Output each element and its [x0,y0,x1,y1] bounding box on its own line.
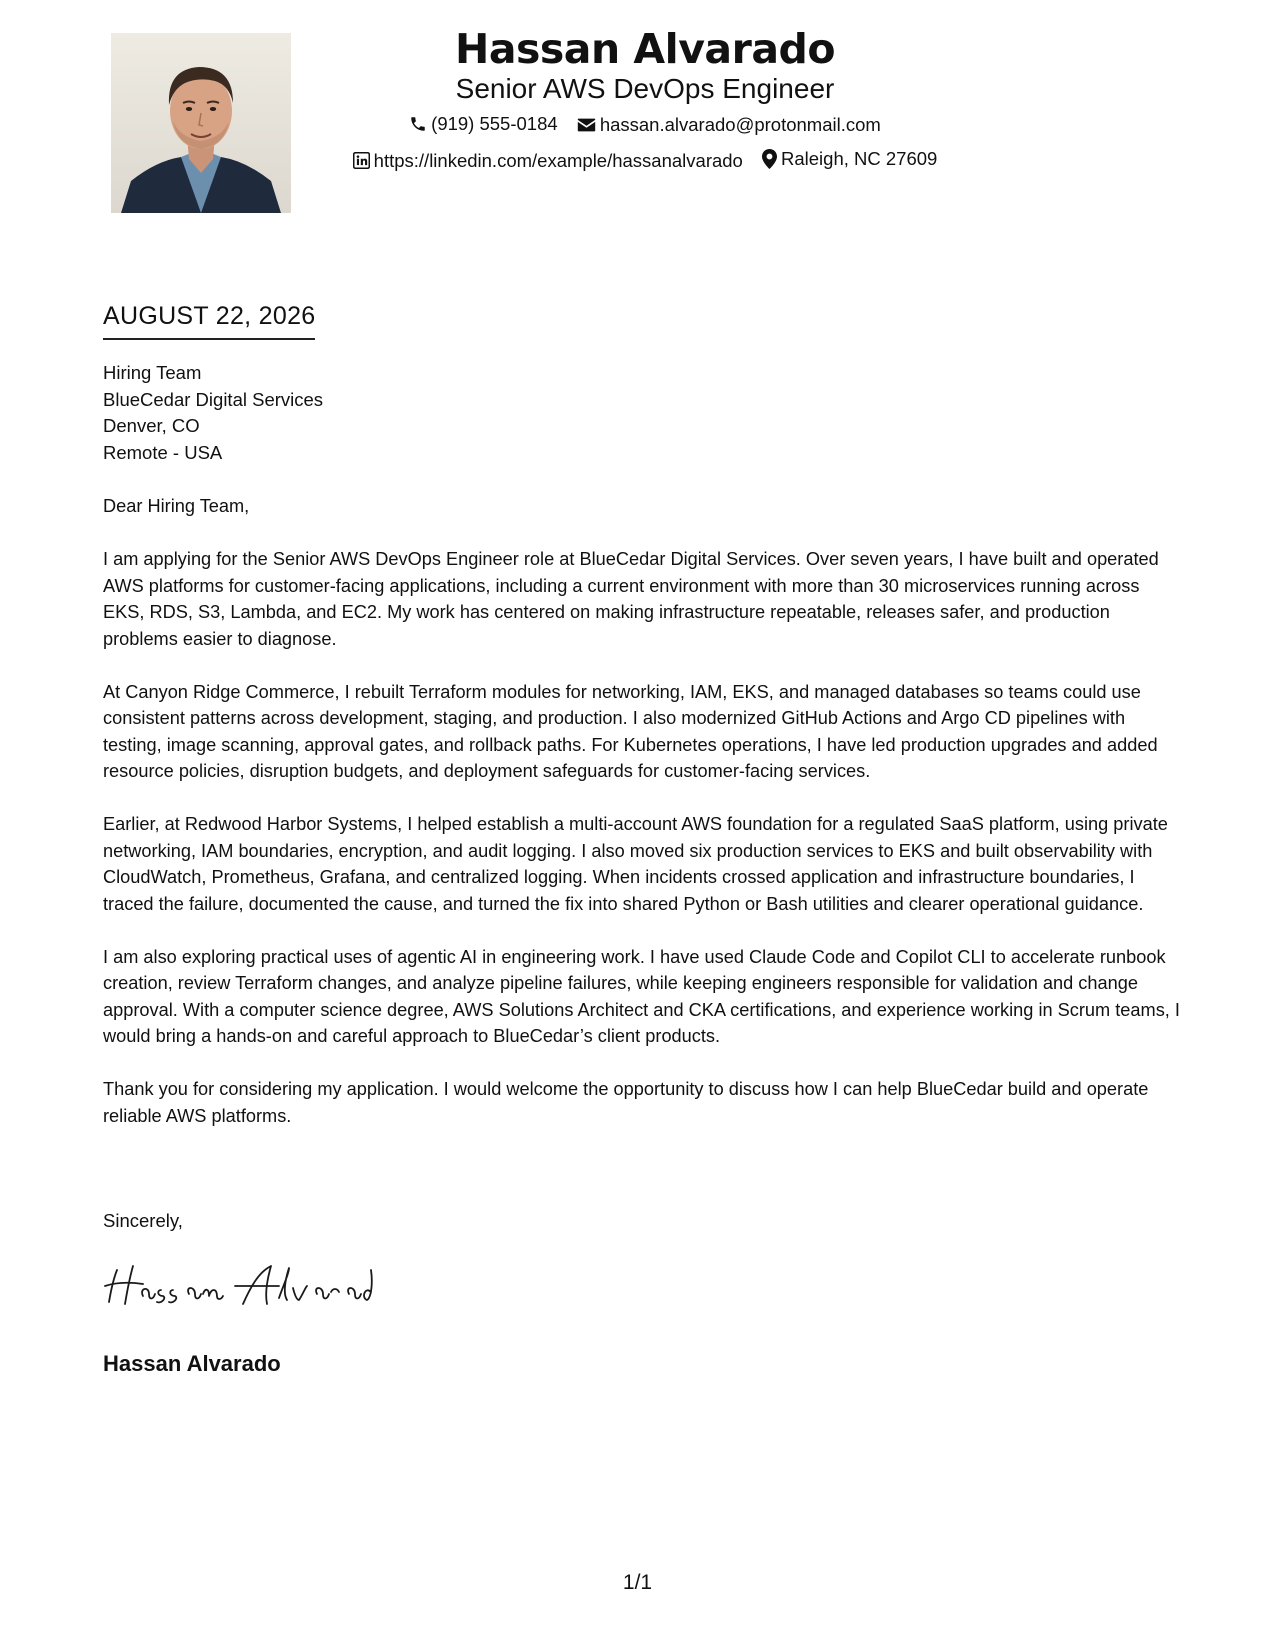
location-text: Raleigh, NC 27609 [781,148,938,169]
date-block [103,300,315,340]
candidate-name: Hassan Alvarado [455,25,835,73]
letter-date: AUGUST 22, 2026 [103,300,315,340]
contact-line-2 [300,145,990,177]
body-paragraph: At Canyon Ridge Commerce, I rebuilt Terraform modules for networking, IAM, EKS, and managed databases so teams could use consistent patterns across development, staging, and production. I also modernized GitHub Actions and Argo CD pipelines with testing, image scanning, approval gates, and rollback paths. For Kubernetes operations, I have led production upgrades and added resource policies, disruption budgets, and deployment safeguards for customer-facing services. [103,681,1158,781]
recipient-line: Remote - USA [103,441,223,463]
contact-line-1 [300,110,990,141]
page-number: 1/1 [622,1571,653,1594]
letter-body [103,493,1181,1156]
body-paragraph: I am applying for the Senior AWS DevOps Engineer role at BlueCedar Digital Services. Over seven years, I have built and operated AWS platforms for customer-facing applications, including a current environment with more than 30 microservices running across EKS, RDS, S3, Lambda, and EC2. My work has centered on making infrastructure repeatable, releases safer, and production problems easier to diagnose. [103,549,1159,649]
contact-email[interactable] [577,111,881,139]
signature-name: Hassan Alvarado [103,1351,281,1376]
body-paragraph: I am also exploring practical uses of agentic AI in engineering work. I have used Claude Code and Copilot CLI to accelerate runbook creation, review Terraform changes, and analyze pipeline failures, while keeping engineers responsible for validation and change approval. With a computer science degree, AWS Solutions Architect and CKA certifications, and experience working in Scrum teams, I would bring a hands-on and careful approach to BlueCedar’s client products. [103,946,1180,1046]
body-paragraph: Thank you for considering my application. I would welcome the opportunity to discuss how I can help BlueCedar build and operate reliable AWS platforms. [103,1079,1149,1126]
candidate-title: Senior AWS DevOps Engineer [455,73,835,104]
contact-phone [409,110,558,138]
closing: Sincerely, [103,1210,183,1231]
recipient-address [103,360,323,466]
recipient-line: Hiring Team [103,362,202,383]
handwritten-signature [103,1256,373,1316]
recipient-line: BlueCedar Digital Services [103,388,324,410]
recipient-line: Denver, CO [103,415,200,436]
envelope-icon [577,117,596,133]
body-paragraph: Earlier, at Redwood Harbor Systems, I helped establish a multi-account AWS foundation for a regulated SaaS platform, using private networking, IAM boundaries, encryption, and audit logging. I also moved six production services to EKS and built observability with CloudWatch, Prometheus, Grafana, and centralized logging. When incidents crossed application and infrastructure boundaries, I traced the failure, documented the cause, and turned the fix into shared Python or Bash utilities and clearer operational guidance. [103,814,1168,914]
map-pin-icon [762,149,777,169]
linkedin-text: https://linkedin.com/example/hassanalvarado [373,149,743,171]
email-text: hassan.alvarado@protonmail.com [599,114,881,135]
contact-location [762,145,937,173]
greeting: Dear Hiring Team, [103,496,250,516]
phone-icon [409,115,427,133]
contact-linkedin[interactable] [353,147,743,175]
profile-photo [111,33,291,213]
phone-text: (919) 555-0184 [431,113,558,134]
linkedin-icon [353,152,370,169]
letter-header [300,22,990,177]
